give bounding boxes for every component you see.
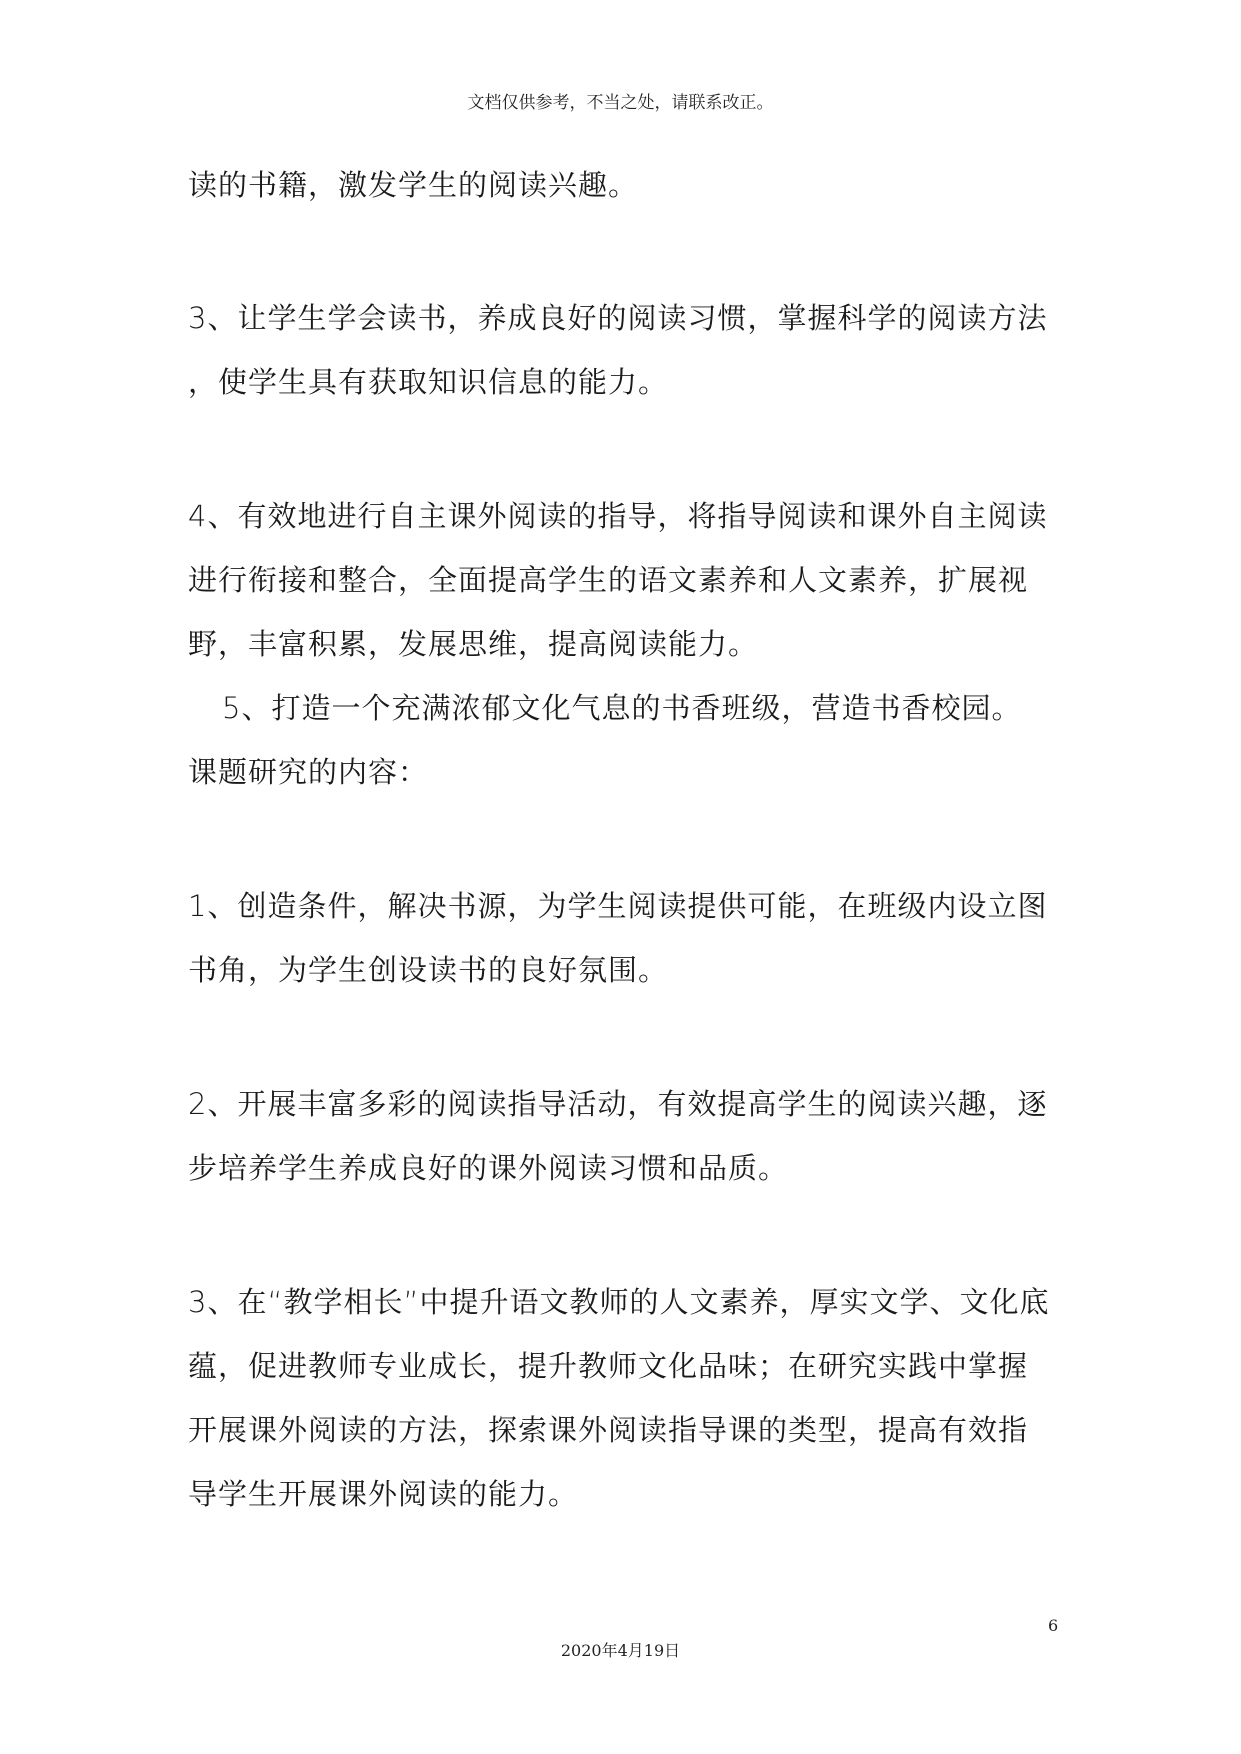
- body-line: 5、打造一个充满浓郁文化气息的书香班级，营造书香校园。: [222, 691, 1022, 725]
- body-line: 野，丰富积累，发展思维，提高阅读能力。: [188, 627, 759, 661]
- body-line: 导学生开展课外阅读的能力。: [188, 1477, 579, 1511]
- body-line: 书角，为学生创设读书的良好氛围。: [188, 953, 669, 987]
- header-note: 文档仅供参考，不当之处，请联系改正。: [467, 93, 774, 113]
- footer-date: 2020年4月19日: [560, 1641, 681, 1660]
- body-line: 4、有效地进行自主课外阅读的指导，将指导阅读和课外自主阅读: [188, 499, 1048, 533]
- section-heading: 课题研究的内容：: [188, 755, 429, 789]
- body-line: 进行衔接和整合，全面提高学生的语文素养和人文素养，扩展视: [188, 563, 1029, 597]
- page-number: 6: [1048, 1616, 1059, 1635]
- body-line: 2、开展丰富多彩的阅读指导活动，有效提高学生的阅读兴趣，逐: [188, 1087, 1048, 1121]
- body-line: 蕴，促进教师专业成长，提升教师文化品味；在研究实践中掌握: [188, 1349, 1029, 1383]
- body-line: 3、让学生学会读书，养成良好的阅读习惯，掌握科学的阅读方法: [188, 301, 1048, 335]
- body-line: 1、创造条件，解决书源，为学生阅读提供可能，在班级内设立图: [188, 889, 1048, 923]
- body-line: 步培养学生养成良好的课外阅读习惯和品质。: [188, 1151, 789, 1185]
- body-line: 读的书籍，激发学生的阅读兴趣。: [188, 168, 639, 202]
- body-line: 3、在“教学相长”中提升语文教师的人文素养，厚实文学、文化底: [188, 1285, 1050, 1319]
- body-line: ，使学生具有获取知识信息的能力。: [188, 365, 669, 399]
- body-line: 开展课外阅读的方法，探索课外阅读指导课的类型，提高有效指: [188, 1413, 1029, 1447]
